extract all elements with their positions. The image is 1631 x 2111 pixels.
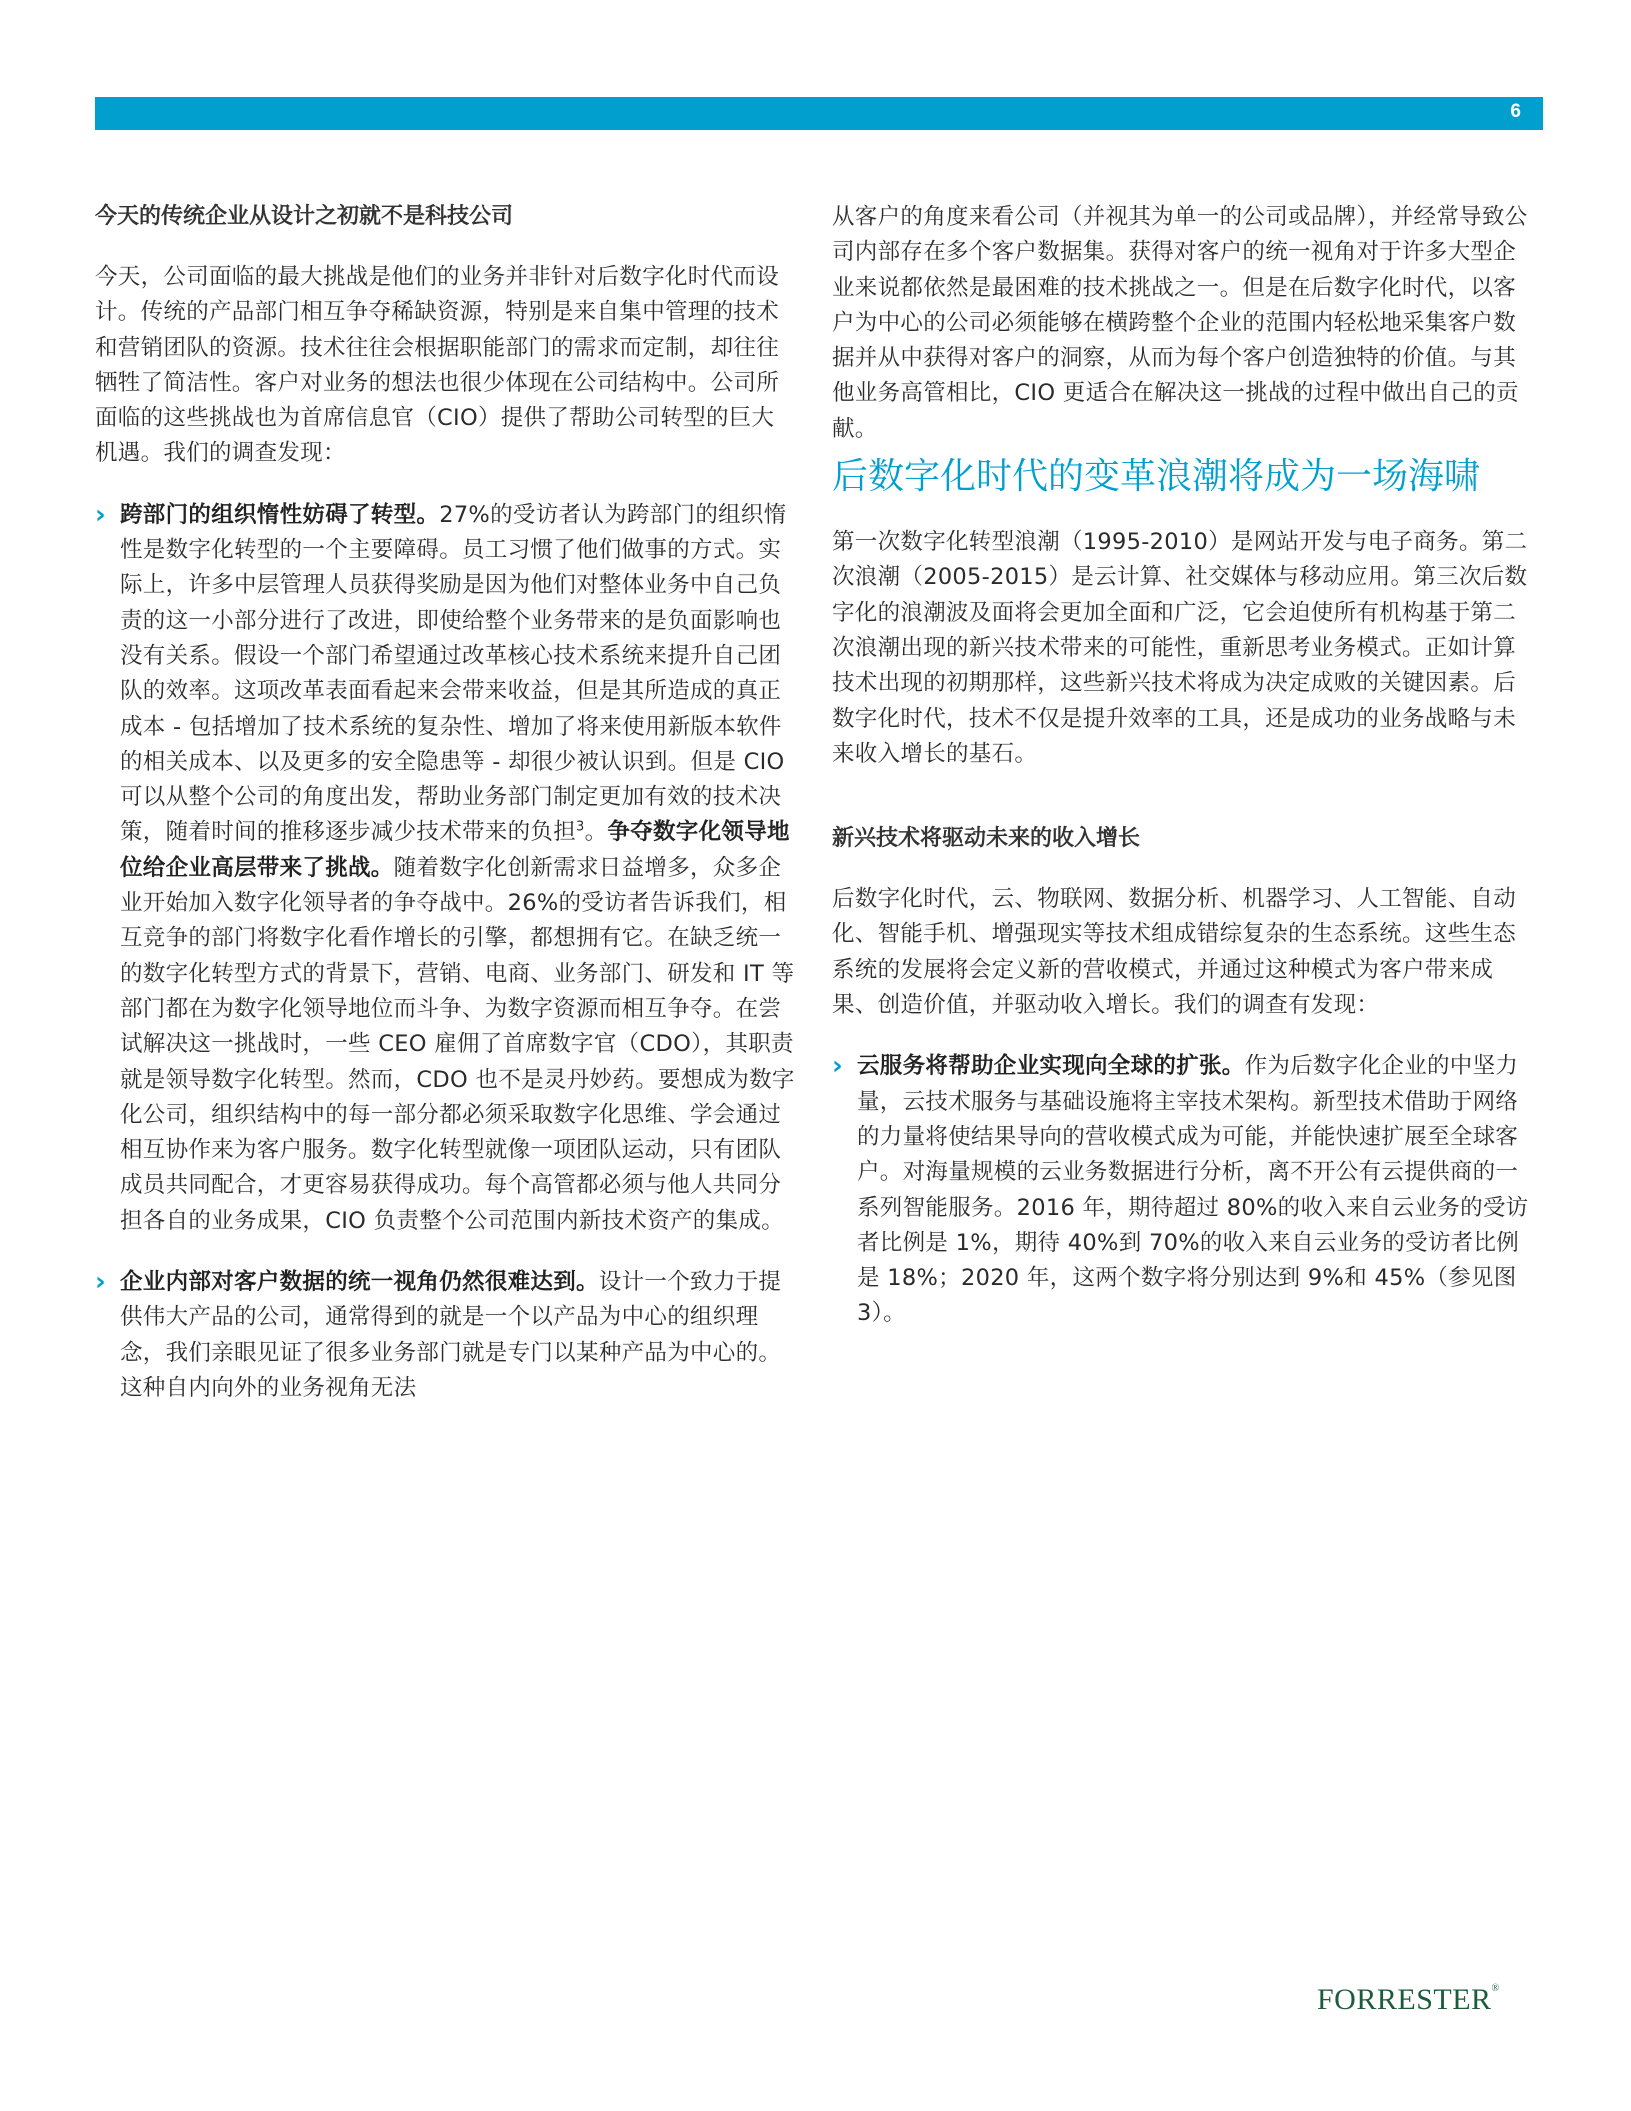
registered-mark: ®: [1491, 1983, 1500, 1994]
sub-body: 后数字化时代，云、物联网、数据分析、机器学习、人工智能、自动化、智能手机、增强现实等技术组成错综复杂的生态系统。这些生态系统的发展将会定义新的营收模式，并通过这种模式为客户带来成果、创造价值，并驱动收入增长。我们的调查有发现：: [832, 886, 1517, 1019]
forrester-logo: [1317, 1983, 1500, 2017]
bullet-lead: 云服务将帮助企业实现向全球的扩张。: [857, 1053, 1245, 1080]
right-column: [832, 200, 1532, 1332]
chevron-right-icon: ›: [832, 1051, 843, 1082]
left-column: [95, 200, 795, 1406]
section-heading: 今天的传统企业从设计之初就不是科技公司: [95, 204, 514, 229]
bullet-text: 跨部门的组织惰性妨碍了转型。27%的受访者认为跨部门的组织惰性是数字化转型的一个主要障碍。员工习惯了他们做事的方式。实际上，许多中层管理人员获得奖励是因为他们对整体业务中自己负责的这一小部分进行了改进，即使给整个业务带来的是负面影响也没有关系。假设一个部门希望通过改革核心技术系统来提升自己团队的效率。这项改革表面看起来会带来收益，但是其所造成的真正成本 - 包括增加了技术系统的复杂性、增加了将来使用新版本软件的相关成本、以及更多的安全隐患等 - 却很少被认识到。但是 CIO 可以从整个公司的角度出发，帮助业务部门制定更加有效的技术决策，随着时间的推移逐步减少技术带来的负担$^3$。争夺数字化领导地位给企业高层带来了挑战。随着数字化创新需求日益增多，众多企业开始加入数字化领导者的争夺战中。26%的受访者告诉我们，相互竞争的部门将数字化看作增长的引擎，都想拥有它。在缺乏统一的数字化转型方式的背景下，营销、电商、业务部门、研发和 IT 等部门都在为数字化领导地位而斗争、为数字资源而相互争夺。在尝试解决这一挑战时，一些 CEO 雇佣了首席数字官（CDO），其职责就是领导数字化转型。然而，CDO 也不是灵丹妙药。要想成为数字化公司，组织结构中的每一部分都必须采取数字化思维、学会通过相互协作来为客户服务。数字化转型就像一项团队运动，只有团队成员共同配合，才更容易获得成功。每个高管都必须与他人共同分担各自的业务成果，CIO 负责整个公司范围内新技术资产的集成。: [120, 501, 795, 1234]
section-title: 后数字化时代的变革浪潮将成为一场海啸: [832, 456, 1481, 498]
logo-text: FORRESTER: [1317, 1983, 1492, 2016]
bullet-item: [95, 498, 795, 1239]
bullet-body: 设计一个致力于提供伟大产品的公司，通常得到的就是一个以产品为中心的组织理念，我们亲眼见证了很多业务部门就是专门以某种产品为中心的。这种自内向外的业务视角无法: [120, 1269, 782, 1401]
header-bar: [95, 97, 1543, 130]
bullet-text: [120, 1265, 795, 1406]
chevron-right-icon: ›: [95, 499, 106, 530]
bullet-body: 作为后数字化企业的中坚力量，云技术服务与基础设施将主宰技术架构。新型技术借助于网络的力量将使结果导向的营收模式成为可能，并能快速扩展至全球客户。对海量规模的云业务数据进行分析，离不开公有云提供商的一系列智能服务。2016 年，期待超过 80%的收入来自云业务的受访者比例是 1%，期待 40%到 70%的收入来自云业务的受访者比例是 18%；2020 年，这两个数字将分别达到 9%和 45%（参见图 3）。: [857, 1053, 1529, 1327]
bullet-text: [857, 1049, 1532, 1331]
bullet-lead-2: 争夺数字化领导地位给企业高层带来了挑战。: [120, 819, 790, 881]
bullet-lead: 企业内部对客户数据的统一视角仍然很难达到。: [120, 1269, 599, 1296]
continuation-paragraph: 从客户的角度来看公司（并视其为单一的公司或品牌），并经常导致公司内部存在多个客户数据集。获得对客户的统一视角对于许多大型企业来说都依然是最困难的技术挑战之一。但是在后数字化时代，以客户为中心的公司必须能够在横跨整个企业的范围内轻松地采集客户数据并从中获得对客户的洞察，从而为每个客户创造独特的价值。与其他业务高管相比，CIO 更适合在解决这一挑战的过程中做出自己的贡献。: [832, 204, 1528, 442]
bullet-lead: 跨部门的组织惰性妨碍了转型。: [120, 501, 440, 528]
subheading: 新兴技术将驱动未来的收入增长: [832, 826, 1141, 852]
section-body: 第一次数字化转型浪潮（1995-2010）是网站开发与电子商务。第二次浪潮（2005-2015）是云计算、社交媒体与移动应用。第三次后数字化的浪潮波及面将会更加全面和广泛，它会迫使所有机构基于第二次浪潮出现的新兴技术带来的可能性，重新思考业务模式。正如计算技术出现的初期那样，这些新兴技术将成为决定成败的关键因素。后数字化时代，技术不仅是提升效率的工具，还是成功的业务战略与未来收入增长的基石。: [832, 529, 1528, 767]
footnote-ref[interactable]: 3: [576, 819, 585, 835]
bullet-body-2: 随着数字化创新需求日益增多，众多企业开始加入数字化领导者的争夺战中。26%的受访者告诉我们，相互竞争的部门将数字化看作增长的引擎，都想拥有它。在缺乏统一的数字化转型方式的背景下，营销、电商、业务部门、研发和 IT 等部门都在为数字化领导地位而斗争、为数字资源而相互争夺。在尝试解决这一挑战时，一些 CEO 雇佣了首席数字官（CDO），其职责就是领导数字化转型。然而，CDO 也不是灵丹妙药。要想成为数字化公司，组织结构中的每一部分都必须采取数字化思维、学会通过相互协作来为客户服务。数字化转型就像一项团队运动，只有团队成员共同配合，才更容易获得成功。每个高管都必须与他人共同分担各自的业务成果，CIO 负责整个公司范围内新技术资产的集成。: [120, 854, 795, 1234]
bullet-body: 27%的受访者认为跨部门的组织惰性是数字化转型的一个主要障碍。员工习惯了他们做事的方式。实际上，许多中层管理人员获得奖励是因为他们对整体业务中自己负责的这一小部分进行了改进，即使给整个业务带来的是负面影响也没有关系。假设一个部门希望通过改革核心技术系统来提升自己团队的效率。这项改革表面看起来会带来收益，但是其所造成的真正成本 - 包括增加了技术系统的复杂性、增加了将来使用新版本软件的相关成本、以及更多的安全隐患等 - 却很少被认识到。但是 CIO 可以从整个公司的角度出发，帮助业务部门制定更加有效的技术决策，随着时间的推移逐步减少技术带来的负担: [120, 501, 787, 846]
bullet-item: [95, 1265, 795, 1406]
bullet-item: [832, 1049, 1532, 1331]
intro-paragraph: 今天，公司面临的最大挑战是他们的业务并非针对后数字化时代而设计。传统的产品部门相互争夺稀缺资源，特别是来自集中管理的技术和营销团队的资源。技术往往会根据职能部门的需求而定制，却往往牺牲了简洁性。客户对业务的想法也很少体现在公司结构中。公司所面临的这些挑战也为首席信息官（CIO）提供了帮助公司转型的巨大机遇。我们的调查发现：: [95, 264, 780, 467]
page-number: 6: [1510, 101, 1521, 122]
chevron-right-icon: ›: [95, 1267, 106, 1298]
